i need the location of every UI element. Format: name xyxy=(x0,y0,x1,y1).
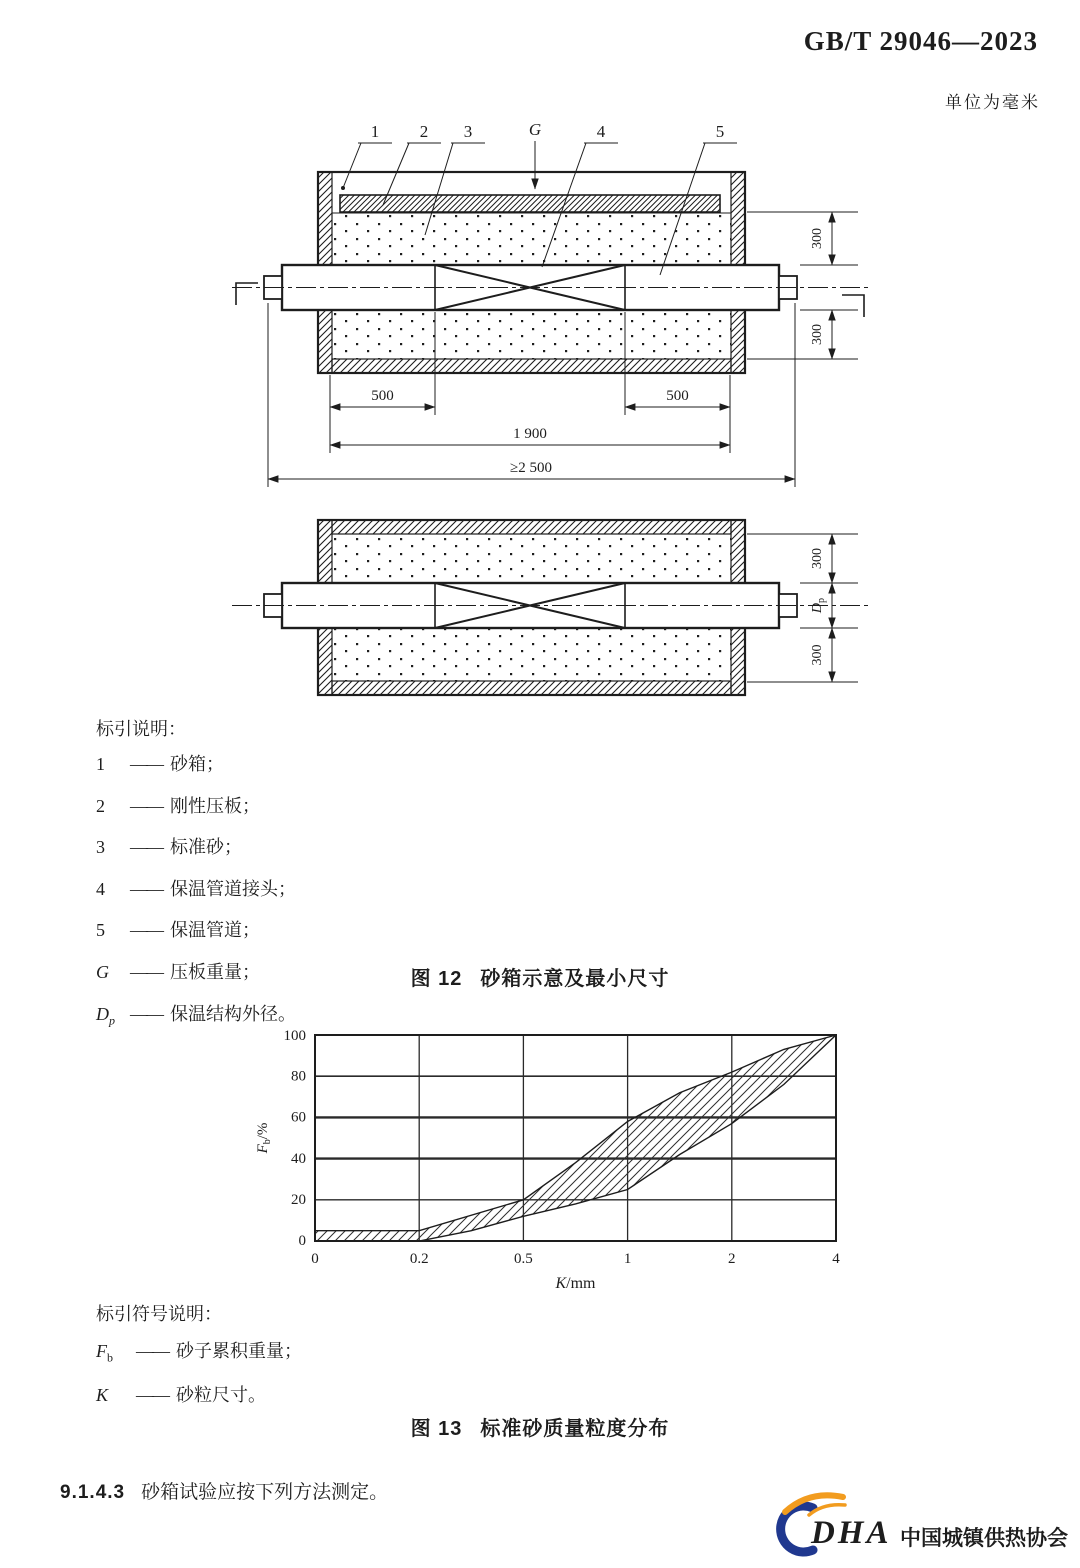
figure13-caption: 图 13 标准砂质量粒度分布 xyxy=(410,1418,670,1440)
callout-5: 5 xyxy=(715,122,725,141)
legend-item: 3 —— 标准砂； xyxy=(96,837,242,858)
sand-fill-lower xyxy=(332,628,731,681)
legend-item: 4 —— 保温管道接头； xyxy=(96,878,296,899)
dim-dp: $D_p$ xyxy=(810,597,827,614)
callout-G: G xyxy=(528,120,542,139)
callout-1: 1 xyxy=(370,122,380,141)
dim-500-right: 500 xyxy=(666,388,689,404)
x-axis-label: K/mm xyxy=(555,1275,596,1292)
dim-300-bottom: 300 xyxy=(810,644,825,666)
standard-code: GB/T 29046—2023 xyxy=(803,26,1038,56)
dim-300-top: 300 xyxy=(810,548,825,569)
break-mark-right xyxy=(842,295,864,317)
dim-300-top: 300 xyxy=(810,228,825,249)
svg-text:60: 60 xyxy=(291,1109,306,1126)
sand-fill-upper xyxy=(332,213,731,265)
callout-labels xyxy=(371,120,725,141)
figure12-diagram-lower xyxy=(220,505,920,705)
legend-item: $F_b$ —— 砂子累积重量； xyxy=(96,1341,302,1365)
legend-item: K —— 砂粒尺寸。 xyxy=(96,1384,266,1405)
figure12-caption: 图 12 砂箱示意及最小尺寸 xyxy=(410,968,670,990)
svg-text:0: 0 xyxy=(298,1233,306,1249)
callout-2: 2 xyxy=(419,122,429,141)
figure13-legend xyxy=(96,1296,302,1420)
org-name: 中国城镇供热协会 xyxy=(900,1526,1068,1550)
legend-item: G —— 压板重量； xyxy=(96,961,260,982)
svg-text:4: 4 xyxy=(832,1251,840,1267)
box-wall-top xyxy=(332,520,731,534)
y-tick-labels xyxy=(284,1028,307,1249)
grading-envelope-band xyxy=(315,1035,836,1241)
svg-text:0: 0 xyxy=(311,1251,319,1267)
svg-text:40: 40 xyxy=(291,1151,306,1167)
dim-500-left: 500 xyxy=(371,388,394,404)
clause-9143 xyxy=(60,1477,388,1504)
svg-text:1: 1 xyxy=(623,1251,632,1267)
unit-note: 单位为毫米 xyxy=(945,93,1040,112)
y-axis-label: $F_b/\%$ xyxy=(255,1122,273,1154)
dim-1900: 1 900 xyxy=(513,426,547,442)
clause-text: 砂箱试验应按下列方法测定。 xyxy=(141,1482,389,1503)
callout-3: 3 xyxy=(463,122,473,141)
dim-300-bottom: 300 xyxy=(810,324,825,345)
svg-text:2: 2 xyxy=(728,1251,736,1267)
legend-item: 1 —— 砂箱； xyxy=(96,754,224,774)
svg-text:0.2: 0.2 xyxy=(409,1251,429,1267)
rigid-press-plate xyxy=(340,195,720,212)
cdha-logo xyxy=(765,1488,1075,1564)
callout-4: 4 xyxy=(596,122,606,141)
svg-text:100: 100 xyxy=(283,1028,306,1044)
break-mark-left xyxy=(236,283,258,305)
clause-number: 9.1.4.3 xyxy=(60,1482,126,1503)
svg-text:0.5: 0.5 xyxy=(514,1251,533,1267)
figure13-chart xyxy=(250,1020,890,1305)
svg-text:80: 80 xyxy=(291,1068,306,1085)
sand-fill-lower xyxy=(332,310,731,359)
dimension-labels xyxy=(810,548,827,666)
x-tick-labels xyxy=(311,1251,840,1267)
dim-total: ≥2 500 xyxy=(510,460,552,476)
logo-acronym: DHA xyxy=(811,1515,892,1551)
legend-item: 2 —— 刚性压板； xyxy=(96,795,260,816)
legend-title: 标引说明： xyxy=(96,719,186,739)
box-wall-bottom xyxy=(332,359,731,373)
legend-item: $D_p$ —— 保温结构外径。 xyxy=(96,1003,296,1028)
sandbox-body xyxy=(232,172,868,373)
legend-item: 5 —— 保温管道； xyxy=(96,920,260,941)
legend-title: 标引符号说明： xyxy=(96,1304,222,1324)
svg-text:20: 20 xyxy=(291,1192,306,1208)
sand-fill-upper xyxy=(332,534,731,583)
figure12-diagram-upper xyxy=(220,115,920,510)
box-wall-bottom xyxy=(332,681,731,695)
